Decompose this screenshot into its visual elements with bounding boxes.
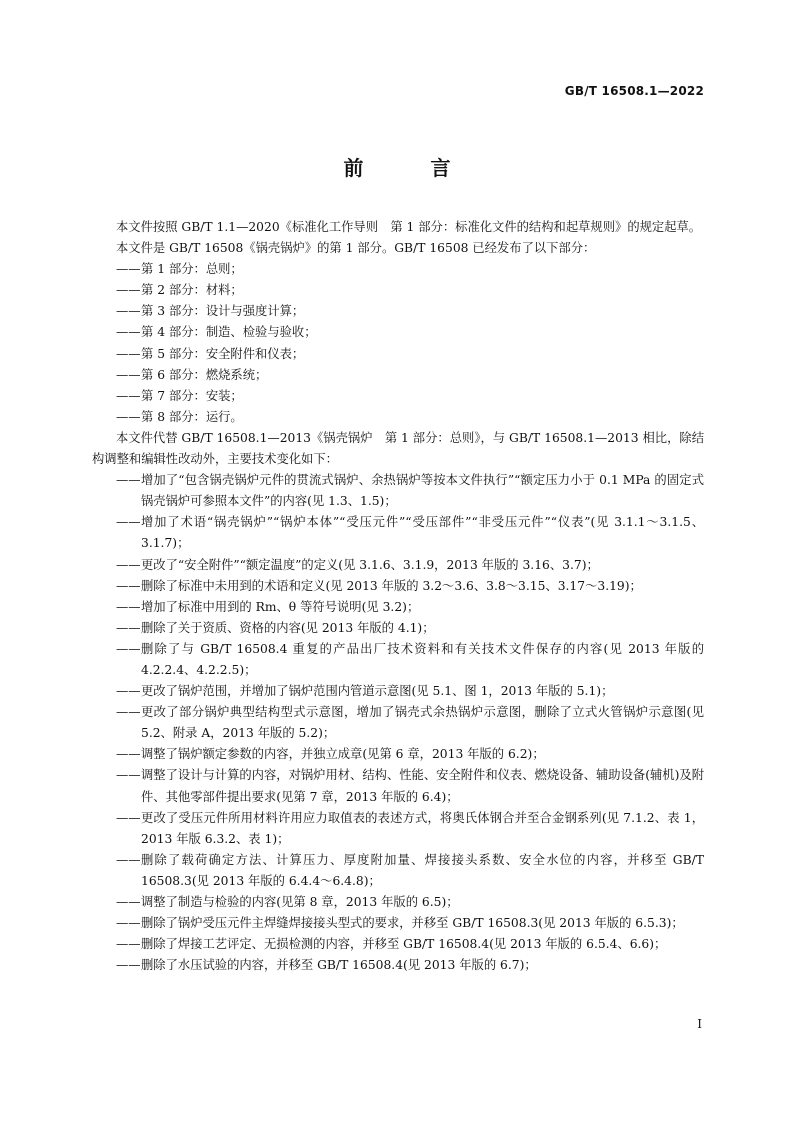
intro-paragraph: 本文件是 GB/T 16508《锅壳锅炉》的第 1 部分。GB/T 16508 已经发布了以下部分： — [116, 241, 596, 256]
list-item — [92, 344, 704, 365]
list-item-text: 调整了设计与计算的内容，对锅炉用材、结构、性能、安全附件和仪表、燃烧设备、辅助设备(辅机)及附件、其他零部件提出要求(见第 7 章，2013 年版的 6.4)； — [141, 768, 704, 804]
standard-code: GB/T 16508.1—2022 — [564, 84, 704, 98]
dash-marker: —— — [116, 768, 141, 783]
list-item — [92, 259, 704, 280]
dash-marker: —— — [116, 620, 141, 635]
list-item-text: 第 8 部分：运行。 — [141, 409, 243, 424]
list-item-text: 第 4 部分：制造、检验与验收； — [141, 325, 317, 340]
list-item — [92, 555, 704, 576]
list-item-text: 第 3 部分：设计与强度计算； — [141, 304, 305, 319]
dash-marker: —— — [116, 388, 141, 403]
list-item-text: 增加了标准中用到的 Rm、θ 等符号说明(见 3.2)； — [141, 599, 420, 614]
dash-marker: —— — [116, 304, 141, 319]
list-item-text: 删除了与 GB/T 16508.4 重复的产品出厂技术资料和有关技术文件保存的内容(见 2013 年版的4.2.2.4、4.2.2.5)； — [141, 641, 704, 677]
list-item — [92, 280, 704, 301]
list-item-text: 删除了水压试验的内容，并移至 GB/T 16508.4(见 2013 年版的 6.7)； — [141, 958, 537, 973]
list-item-text: 第 5 部分：安全附件和仪表； — [141, 346, 305, 361]
list-item — [92, 639, 704, 681]
dash-marker: —— — [116, 578, 141, 593]
dash-marker: —— — [116, 409, 141, 424]
list-item-text: 第 1 部分：总则； — [141, 262, 243, 277]
document-body — [92, 217, 704, 976]
replace-paragraph: 本文件代替 GB/T 16508.1—2013《锅壳锅炉 第 1 部分：总则》，与 GB/T 16508.1—2013 相比，除结构调整和编辑性改动外，主要技术变化如下： — [92, 430, 704, 467]
dash-marker: —— — [116, 515, 141, 530]
list-item-text: 第 2 部分：材料； — [141, 283, 243, 298]
list-item — [92, 913, 704, 934]
dash-marker: —— — [116, 916, 141, 931]
dash-marker: —— — [116, 283, 141, 298]
dash-marker: —— — [116, 705, 141, 720]
dash-marker: —— — [116, 747, 141, 762]
list-item-text: 增加了“包含锅壳锅炉元件的贯流式锅炉、余热锅炉等按本文件执行”“额定压力小于 0.1 MPa 的固定式锅壳锅炉可参照本文件”的内容(见 1.3、1.5)； — [141, 473, 704, 509]
list-item — [92, 407, 704, 428]
list-item — [92, 365, 704, 386]
list-item-text: 调整了锅炉额定参数的内容，并独立成章(见第 6 章，2013 年版的 6.2)； — [141, 747, 545, 762]
list-item — [92, 934, 704, 955]
dash-marker: —— — [116, 684, 141, 699]
list-item-text: 删除了关于资质、资格的内容(见 2013 年版的 4.1)； — [141, 620, 435, 635]
dash-marker: —— — [116, 599, 141, 614]
dash-marker: —— — [116, 473, 141, 488]
list-item-text: 调整了制造与检验的内容(见第 8 章，2013 年版的 6.5)； — [141, 895, 459, 909]
list-item — [92, 765, 704, 807]
list-item — [92, 597, 704, 618]
list-item-text: 更改了受压元件所用材料许用应力取值表的表述方式，将奥氏体钢合并至合金钢系列(见 7.1.2、表 1，2013 年版 6.3.2、表 1)； — [141, 810, 704, 846]
changes-list — [92, 470, 704, 976]
list-item-text: 更改了“安全附件”“额定温度”的定义(见 3.1.6、3.1.9，2013 年版的 3.16、3.7)； — [141, 557, 599, 572]
list-item — [92, 808, 704, 850]
list-item-text: 第 7 部分：安装； — [141, 388, 243, 403]
list-item-text: 更改了锅炉范围，并增加了锅炉范围内管道示意图(见 5.1、图 1，2013 年版的 5.1)； — [141, 684, 614, 699]
list-item — [92, 892, 704, 913]
list-item-text: 更改了部分锅炉典型结构型式示意图，增加了锅壳式余热锅炉示意图，删除了立式火管锅炉示意图(见 5.2、附录 A，2013 年版的 5.2)； — [141, 705, 704, 741]
list-item-text: 增加了术语“锅壳锅炉”“锅炉本体”“受压元件”“受压部件”“非受压元件”“仪表”(见 3.1.1～3.1.5、3.1.7)； — [141, 515, 704, 551]
list-item — [92, 386, 704, 407]
list-item-text: 删除了标准中未用到的术语和定义(见 2013 年版的 3.2～3.6、3.8～3.15、3.17～3.19)； — [141, 578, 642, 593]
dash-marker: —— — [116, 367, 141, 382]
list-item — [92, 576, 704, 597]
list-item-text: 第 6 部分：燃烧系统； — [141, 367, 268, 382]
list-item — [92, 470, 704, 512]
list-item — [92, 618, 704, 639]
list-item — [92, 512, 704, 554]
dash-marker: —— — [116, 325, 141, 340]
dash-marker: —— — [116, 557, 141, 572]
list-item-text: 删除了载荷确定方法、计算压力、厚度附加量、焊接接头系数、安全水位的内容，并移至 GB/T 16508.3(见 2013 年版的 6.4.4～6.4.8)； — [141, 852, 704, 888]
dash-marker: —— — [116, 895, 141, 909]
parts-list — [92, 259, 704, 428]
dash-marker: —— — [116, 641, 141, 656]
list-item-text: 删除了焊接工艺评定、无损检测的内容，并移至 GB/T 16508.4(见 2013 年版的 6.5.4、6.6)； — [141, 937, 667, 952]
list-item-text: 删除了锅炉受压元件主焊缝焊接接头型式的要求，并移至 GB/T 16508.3(见 2013 年版的 6.5.3)； — [141, 916, 684, 931]
dash-marker: —— — [116, 262, 141, 277]
dash-marker: —— — [116, 958, 141, 973]
list-item — [92, 301, 704, 322]
intro-paragraph: 本文件按照 GB/T 1.1—2020《标准化工作导则 第 1 部分：标准化文件的结构和起草规则》的规定起草。 — [116, 220, 702, 234]
list-item — [92, 322, 704, 343]
list-item — [92, 955, 704, 976]
page-title: 前 言 — [343, 156, 481, 180]
dash-marker: —— — [116, 346, 141, 361]
dash-marker: —— — [116, 937, 141, 952]
list-item — [92, 702, 704, 744]
list-item — [92, 744, 704, 765]
dash-marker: —— — [116, 852, 141, 867]
dash-marker: —— — [116, 810, 141, 825]
list-item — [92, 850, 704, 892]
list-item — [92, 681, 704, 702]
page-number: I — [697, 1017, 702, 1031]
